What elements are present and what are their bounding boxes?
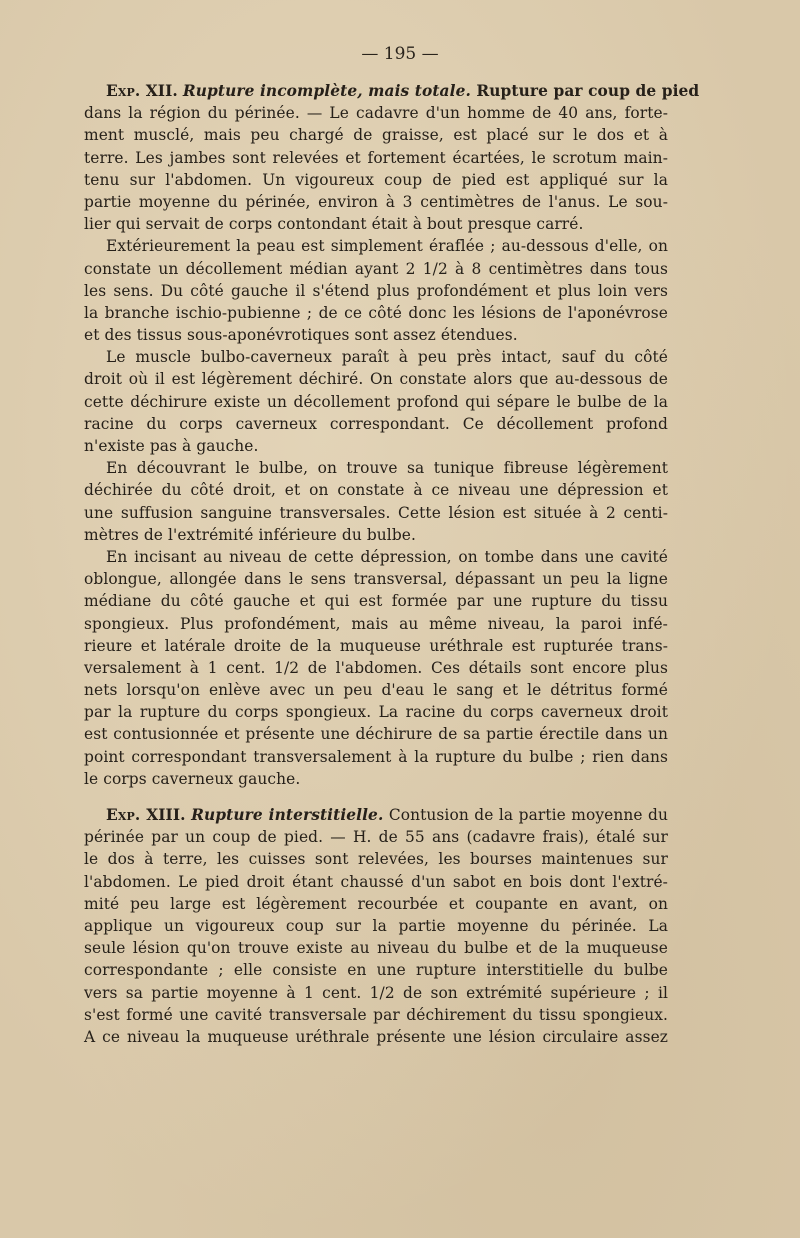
text-line: et des tissus sous-aponévrotiques sont assez étendues.	[84, 326, 518, 345]
text-line: constate un décollement médian ayant 2 1/2 à 8 centimètres dans tous	[84, 259, 668, 278]
text-line: dans la région du périnée. — Le cadavre d'un homme de 40 ans, forte-	[84, 104, 668, 123]
text-line: applique un vigoureux coup sur la partie moyenne du périnée. La	[84, 916, 668, 935]
text-line: Le muscle bulbo-caverneux paraît à peu près intact, sauf du côté	[106, 348, 668, 367]
text-line: correspondante ; elle consiste en une rupture interstitielle du bulbe	[84, 961, 668, 980]
text-line: terre. Les jambes sont relevées et fortement écartées, le scrotum main-	[84, 148, 668, 167]
text-line: En découvrant le bulbe, on trouve sa tunique fibreuse légèrement	[106, 459, 668, 478]
text-line: A ce niveau la muqueuse uréthrale présente une lésion circulaire assez	[84, 1027, 668, 1046]
text-line: point correspondant transversalement à la rupture du bulbe ; rien dans	[84, 747, 668, 766]
text-line: le dos à terre, les cuisses sont relevées, les bourses maintenues sur	[84, 850, 668, 869]
text-line: mité peu large est légèrement recourbée et coupante en avant, on	[84, 894, 668, 913]
text-line: Extérieurement la peau est simplement éraflée ; au-dessous d'elle, on	[106, 237, 668, 256]
text-line: versalement à 1 cent. 1/2 de l'abdomen. Ces détails sont encore plus	[84, 658, 668, 677]
text-line: médiane du côté gauche et qui est formée par une rupture du tissu	[84, 592, 668, 611]
text-line: une suffusion sanguine transversales. Cette lésion est située à 2 centi-	[84, 503, 668, 522]
text-line: le corps caverneux gauche.	[84, 769, 301, 788]
section-heading-line	[84, 804, 668, 826]
text-line: lier qui servait de corps contondant était à bout presque carré.	[84, 215, 584, 234]
experiment-label: Exp. XIII.	[106, 806, 186, 824]
text-line: l'abdomen. Le pied droit étant chaussé d'un sabot en bois dont l'extré-	[84, 872, 668, 891]
text-line: droit où il est légèrement déchiré. On constate alors que au-dessous de	[84, 370, 668, 389]
text-line: racine du corps caverneux correspondant. Ce décollement profond	[84, 414, 668, 433]
text-line: rieure et latérale droite de la muqueuse uréthrale est rupturée trans-	[84, 636, 668, 655]
text-line: déchirée du côté droit, et on constate à ce niveau une dépression et	[84, 481, 668, 500]
experiment-xiii-section	[84, 804, 668, 1048]
text-line: tenu sur l'abdomen. Un vigoureux coup de pied est appliqué sur la	[84, 170, 668, 189]
text-line: partie moyenne du périnée, environ à 3 centimètres de l'anus. Le sou-	[84, 192, 668, 211]
text-line: nets lorsqu'on enlève avec un peu d'eau le sang et le détritus formé	[84, 681, 668, 700]
experiment-title: Rupture interstitielle.	[191, 806, 384, 824]
text-line: spongieux. Plus profondément, mais au même niveau, la paroi infé-	[84, 614, 668, 633]
text-line: seule lésion qu'on trouve existe au niveau du bulbe et de la muqueuse	[84, 939, 668, 958]
text-line: vers sa partie moyenne à 1 cent. 1/2 de son extrémité supérieure ; il	[84, 983, 668, 1002]
text-line: ment musclé, mais peu chargé de graisse, est placé sur le dos et à	[84, 126, 668, 145]
experiment-xii-section	[84, 80, 700, 790]
page-number: — 195 —	[361, 44, 439, 64]
experiment-label: Exp. XII.	[106, 82, 178, 100]
section-heading-line	[84, 80, 700, 102]
text-line: cette déchirure existe un décollement profond qui sépare le bulbe de la	[84, 392, 668, 411]
text-line: la branche ischio-pubienne ; de ce côté donc les lésions de l'aponévrose	[84, 303, 668, 322]
text-line: Rupture par coup de pied	[470, 82, 700, 100]
text-line: n'existe pas à gauche.	[84, 437, 259, 455]
text-line: En incisant au niveau de cette dépression, on tombe dans une cavité	[106, 547, 668, 566]
text-line: périnée par un coup de pied. — H. de 55 ans (cadavre frais), étalé sur	[84, 828, 668, 847]
text-line: par la rupture du corps spongieux. La racine du corps caverneux droit	[84, 703, 668, 722]
text-line: mètres de l'extrémité inférieure du bulbe.	[84, 525, 416, 544]
experiment-title: Rupture incomplète, mais totale.	[182, 82, 471, 100]
text-line: Contusion de la partie moyenne du	[383, 806, 669, 824]
text-line: oblongue, allongée dans le sens transversal, dépassant un peu la ligne	[84, 570, 668, 589]
text-line: s'est formé une cavité transversale par déchirement du tissu spongieux.	[84, 1005, 668, 1024]
text-line: est contusionnée et présente une déchirure de sa partie érectile dans un	[84, 725, 668, 744]
text-line: les sens. Du côté gauche il s'étend plus profondément et plus loin vers	[84, 281, 668, 300]
